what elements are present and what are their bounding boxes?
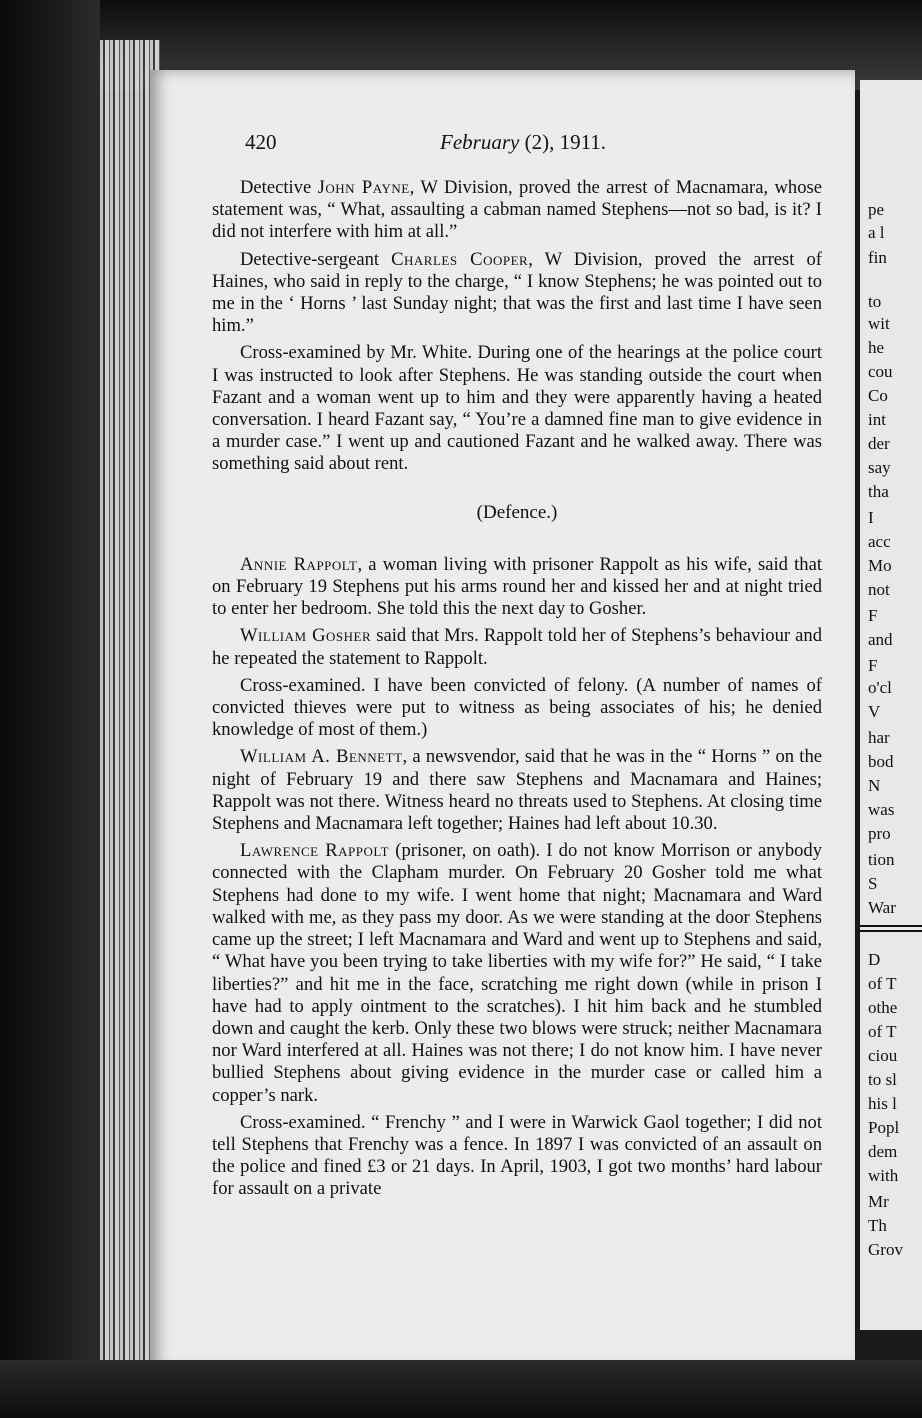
facing-page-fragment: othe bbox=[868, 998, 898, 1017]
running-head-month: February bbox=[440, 130, 520, 154]
facing-page-fragment: F bbox=[868, 656, 878, 675]
facing-page-fragment: fin bbox=[868, 248, 887, 267]
facing-page-fragment: Th bbox=[868, 1216, 887, 1235]
witness-name: Lawrence Rappolt bbox=[240, 840, 390, 862]
witness-name: William A. Bennett bbox=[240, 746, 403, 768]
facing-page bbox=[860, 80, 922, 1330]
facing-page-fragment: his l bbox=[868, 1094, 897, 1113]
witness-name: Charles Cooper bbox=[391, 248, 529, 270]
scan-bottom-shadow bbox=[0, 1360, 922, 1418]
facing-page-fragment: V bbox=[868, 702, 881, 721]
paragraph-gosher: William Gosher said that Mrs. Rappolt told her of Stephens’s behaviour and he repeated the statement to Rappolt. bbox=[212, 625, 822, 669]
facing-page-fragment: S bbox=[868, 874, 878, 893]
paragraph-lawrence-rappolt: Lawrence Rappolt (prisoner, on oath). I do not know Morrison or anybody connected with the Clapham murder. On February 20 Gosher told me what Stephens had done to my wife. I went home that night; Macnamara and Ward walked with me, as they pass my door. As we were standing at the door Stephens came up the street; I left Macnamara and Ward and went up to Stephens and said, “ What have you been trying to take liberties with my wife for?” He said, “ I take liberties?” and hit me in the face, scratching me right down (while in prison I have had to apply ointment to the scratches). I hit him back and he stumbled down and caught the kerb. Only these two blows were struck; neither Macnamara nor Ward interfered at all. Haines was not there; I do not know him. I have never bullied Stephens about giving evidence in the murder case or called him a copper’s nark. bbox=[212, 840, 823, 1106]
facing-page-fragment: not bbox=[868, 580, 890, 599]
paragraph-rappolt-cross-examined: Cross-examined. “ Frenchy ” and I were in Warwick Gaol together; I did not tell Stephens that Frenchy was a fence. In 1897 I was convicted of an assault on the police and fined £3 or 21 days. In April, 1903, I got two months’ hard labour for assault on a private bbox=[212, 1111, 822, 1200]
facing-page-fragment: of T bbox=[868, 1022, 897, 1041]
facing-page-fragment: tha bbox=[868, 482, 889, 501]
facing-page-fragment: F bbox=[868, 606, 878, 625]
facing-page-fragment: of T bbox=[868, 974, 897, 993]
paragraph-annie-rappolt: Annie Rappolt, a woman living with prisoner Rappolt as his wife, said that on February 19 Stephens put his arms round her and kissed her and at night tried to enter her bedroom. She told this the next day to Gosher. bbox=[212, 553, 823, 620]
facing-page-fragment: to sl bbox=[868, 1070, 897, 1089]
page-body bbox=[212, 177, 822, 1206]
facing-page-fragment: N bbox=[868, 776, 881, 795]
facing-page-fragment: acc bbox=[868, 532, 891, 551]
facing-page-fragment: o'cl bbox=[868, 678, 892, 697]
facing-page-fragment: a l bbox=[868, 223, 885, 242]
witness-name: Annie Rappolt bbox=[240, 553, 358, 575]
paragraph-bennett: William A. Bennett, a newsvendor, said that he was in the “ Horns ” on the night of February 19 and there saw Stephens and Macnamara and Haines; Rappolt was not there. Witness heard no threats used to Stephens. At closing time Stephens and Macnamara left together; Haines had left about 10.30. bbox=[212, 746, 823, 835]
paragraph-gosher-cross-examined: Cross-examined. I have been convicted of felony. (A number of names of convicted thieves were put to witness as being associates of his; he denied knowledge of most of them.) bbox=[212, 674, 822, 741]
facing-page-fragment: der bbox=[868, 434, 890, 453]
facing-page-fragment: cou bbox=[868, 362, 893, 381]
facing-page-fragment: Grov bbox=[868, 1240, 903, 1259]
facing-page-fragment: bod bbox=[868, 752, 894, 771]
facing-page-fragment: tion bbox=[868, 850, 895, 869]
facing-page-fragment: and bbox=[868, 630, 893, 649]
facing-page-fragment: pe bbox=[868, 200, 885, 219]
facing-page-fragment: Co bbox=[868, 386, 888, 405]
facing-page-fragment: har bbox=[868, 728, 890, 747]
page-number: 420 bbox=[245, 130, 277, 154]
running-head-date: (2), 1911. bbox=[519, 130, 607, 154]
facing-page-fragment: to bbox=[868, 292, 882, 311]
facing-page-fragment: Mr bbox=[868, 1192, 889, 1211]
facing-page-fragment: I bbox=[868, 508, 874, 527]
scan-left-edge bbox=[0, 0, 100, 1418]
facing-page-fragment: say bbox=[868, 458, 891, 477]
facing-page-fragment: Mo bbox=[868, 556, 892, 575]
section-heading: (Defence.) bbox=[476, 501, 558, 523]
facing-page-fragment: pro bbox=[868, 824, 891, 843]
paragraph-cooper: Detective-sergeant Charles Cooper, W Division, proved the arrest of Haines, who said in reply to the charge, “ I know Stephens; he was pointed out to me in the ‘ Horns ’ last Sunday night; that was the first and last time I have seen him.” bbox=[212, 248, 822, 337]
facing-page-fragment: int bbox=[868, 410, 886, 429]
facing-page-fragment: was bbox=[868, 800, 895, 819]
witness-name: William Gosher bbox=[240, 625, 372, 647]
paragraph-payne: Detective John Payne, W Division, proved the arrest of Macnamara, whose statement was, “ What, assaulting a cabman named Stephens—not so bad, is it? I did not interfere with him at all.” bbox=[212, 177, 822, 243]
running-head bbox=[440, 130, 606, 155]
facing-page-fragment: wit bbox=[868, 314, 890, 333]
facing-page-fragment: dem bbox=[868, 1142, 898, 1161]
facing-page-fragment: D bbox=[868, 950, 881, 969]
facing-page-divider bbox=[860, 925, 922, 932]
paragraph-cross-examined-white: Cross-examined by Mr. White. During one of the hearings at the police court I was instructed to look after Stephens. He was standing outside the court when Fazant and a woman went up to him and they were apparently having a heated conversation. I heard Fazant say, “ You’re a damned fine man to give evidence in a murder case.” I went up and cautioned Fazant and he walked away. There was something said about rent. bbox=[212, 342, 822, 475]
facing-page-fragment: he bbox=[868, 338, 885, 357]
facing-page-fragment: ciou bbox=[868, 1046, 898, 1065]
witness-name: John Payne bbox=[317, 177, 410, 198]
facing-page-fragment: War bbox=[868, 898, 896, 917]
facing-page-fragment: Popl bbox=[868, 1118, 900, 1137]
facing-page-fragment: with bbox=[868, 1166, 899, 1185]
